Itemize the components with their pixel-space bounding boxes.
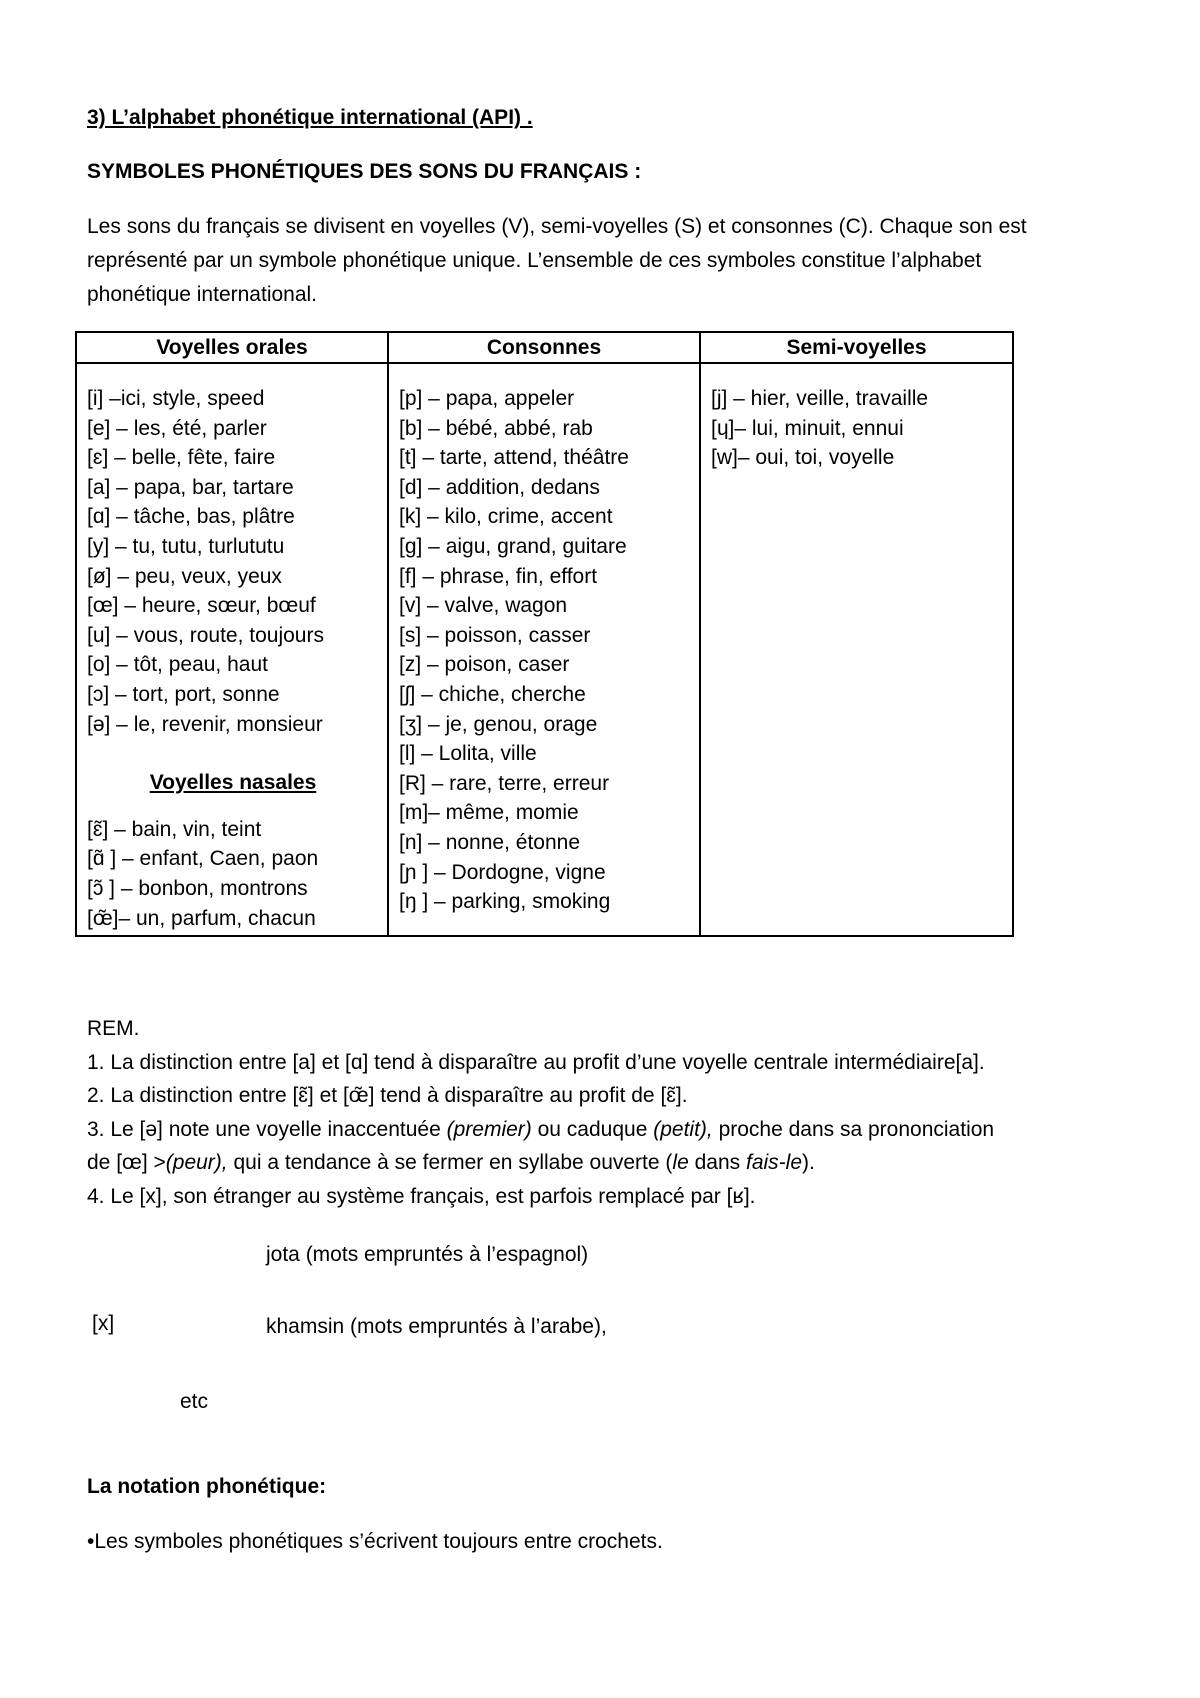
rem-item-3-text: qui a tendance à se fermer en syllabe ouverte (: [227, 1151, 673, 1174]
consonant-entry: [ɲ ] – Dordogne, vigne: [399, 860, 606, 884]
oral-vowel-entry: [œ] – heure, sœur, bœuf: [87, 594, 316, 618]
consonant-entry: [z] – poison, caser: [399, 653, 570, 677]
nasal-vowel-entry: [ɛ̃] – bain, vin, teint: [87, 817, 262, 841]
header-semi-vowels: Semi-voyelles: [700, 332, 1013, 363]
rem-label: REM.: [87, 1017, 140, 1040]
example-khamsin: khamsin (mots empruntés à l’arabe),: [266, 1315, 607, 1338]
phonetic-table: [75, 331, 1014, 937]
rem-example-le: le: [672, 1151, 689, 1174]
consonant-entry: [b] – bébé, abbé, rab: [399, 416, 593, 440]
rem-item-1: 1. La distinction entre [a] et [ɑ] tend à disparaître au profit d’une voyelle centrale intermédiaire[a].: [87, 1050, 985, 1074]
consonant-entry: [v] – valve, wagon: [399, 594, 568, 618]
section-title: 3) L’alphabet phonétique international (API) .: [87, 106, 533, 129]
header-consonants: Consonnes: [388, 332, 700, 363]
consonant-entry: [k] – kilo, crime, accent: [399, 505, 613, 529]
notation-bullet: •Les symboles phonétiques s’écrivent toujours entre crochets.: [87, 1530, 663, 1553]
rem-item-3-text: dans: [688, 1151, 746, 1174]
consonant-entry: [R] – rare, terre, erreur: [399, 771, 610, 795]
oral-vowel-entry: [ɛ] – belle, fête, faire: [87, 446, 276, 470]
x-symbol: [x]: [92, 1312, 115, 1335]
rem-example-fais-le: fais-le: [745, 1151, 803, 1174]
consonant-entry: [g] – aigu, grand, guitare: [399, 534, 627, 558]
consonant-entry: [ŋ ] – parking, smoking: [399, 890, 611, 914]
oral-vowel-entry: [o] – tôt, peau, haut: [87, 653, 268, 677]
oral-vowel-entry: [a] – papa, bar, tartare: [87, 475, 294, 499]
oral-vowel-entry: [ɔ] – tort, port, sonne: [87, 682, 280, 706]
intro-paragraph: Les sons du français se divisent en voyelles (V), semi-voyelles (S) et consonnes (C). Chaque son est représenté par un symbole phonétique unique. L’ensemble de ces symboles constitue l’alphabet phonétique international.: [87, 215, 1027, 306]
semi-vowel-entry: [ɥ]– lui, minuit, ennui: [711, 416, 904, 440]
subtitle: SYMBOLES PHONÉTIQUES DES SONS DU FRANÇAIS :: [87, 160, 642, 183]
semi-vowels-cell: [700, 363, 1013, 936]
oral-vowel-entry: [e] – les, été, parler: [87, 416, 267, 440]
notation-title: La notation phonétique:: [87, 1475, 327, 1498]
rem-item-2: 2. La distinction entre [ɛ̃] et [œ̃] tend à disparaître au profit de [ɛ̃].: [87, 1084, 688, 1107]
consonant-entry: [d] – addition, dedans: [399, 475, 600, 499]
rem-item-3-text: de [œ] >: [87, 1151, 166, 1174]
consonant-entry: [p] – papa, appeler: [399, 387, 575, 410]
remarks: [87, 1012, 994, 1213]
consonant-entry: [m]– même, momie: [399, 801, 579, 825]
example-jota: jota (mots empruntés à l’espagnol): [266, 1243, 589, 1266]
semi-vowel-entry: [j] – hier, veille, travaille: [711, 387, 929, 410]
nasal-vowel-entry: [ɔ̃ ] – bonbon, montrons: [87, 876, 308, 900]
rem-item-3-text: ).: [802, 1151, 815, 1174]
nasal-vowel-entry: [ɑ̃ ] – enfant, Caen, paon: [87, 847, 319, 871]
rem-item-3-text: proche dans sa prononciation: [712, 1117, 995, 1141]
rem-example-petit: (petit),: [653, 1117, 713, 1141]
rem-item-4: 4. Le [x], son étranger au système français, est parfois remplacé par [ʁ].: [87, 1184, 756, 1208]
oral-vowel-entry: [u] – vous, route, toujours: [87, 623, 324, 647]
example-etc: etc: [180, 1390, 209, 1413]
consonant-entry: [s] – poisson, casser: [399, 623, 591, 647]
consonant-entry: [n] – nonne, étonne: [399, 830, 580, 854]
rem-example-peur: (peur),: [165, 1151, 228, 1174]
consonant-entry: [f] – phrase, fin, effort: [399, 564, 598, 588]
consonant-entry: [ʃ] – chiche, cherche: [399, 682, 586, 706]
oral-vowels-cell: [76, 363, 388, 936]
semi-vowel-entry: [w]– oui, toi, voyelle: [711, 446, 895, 470]
consonants-cell: [388, 363, 700, 936]
oral-vowel-entry: [y] – tu, tutu, turlututu: [87, 534, 285, 558]
rem-example-premier: (premier): [446, 1117, 532, 1141]
nasal-vowel-entry: [œ̃]– un, parfum, chacun: [87, 906, 316, 930]
consonant-entry: [ʒ] – je, genou, orage: [399, 712, 598, 736]
header-oral-vowels: Voyelles orales: [76, 332, 388, 363]
oral-vowel-entry: [i] –ici, style, speed: [87, 387, 265, 410]
oral-vowel-entry: [ø] – peu, veux, yeux: [87, 564, 282, 588]
consonant-entry: [t] – tarte, attend, théâtre: [399, 446, 629, 470]
rem-item-3-line-2: [87, 1146, 994, 1180]
rem-item-3-text: 3. Le [ə] note une voyelle inaccentuée: [87, 1117, 447, 1141]
rem-item-3-line-1: [87, 1113, 994, 1147]
rem-item-3-text: ou caduque: [531, 1117, 654, 1141]
nasal-vowels-title: Voyelles nasales: [149, 771, 317, 795]
oral-vowel-entry: [ə] – le, revenir, monsieur: [87, 712, 323, 736]
oral-vowel-entry: [ɑ] – tâche, bas, plâtre: [87, 505, 295, 529]
consonant-entry: [l] – Lolita, ville: [399, 742, 537, 766]
